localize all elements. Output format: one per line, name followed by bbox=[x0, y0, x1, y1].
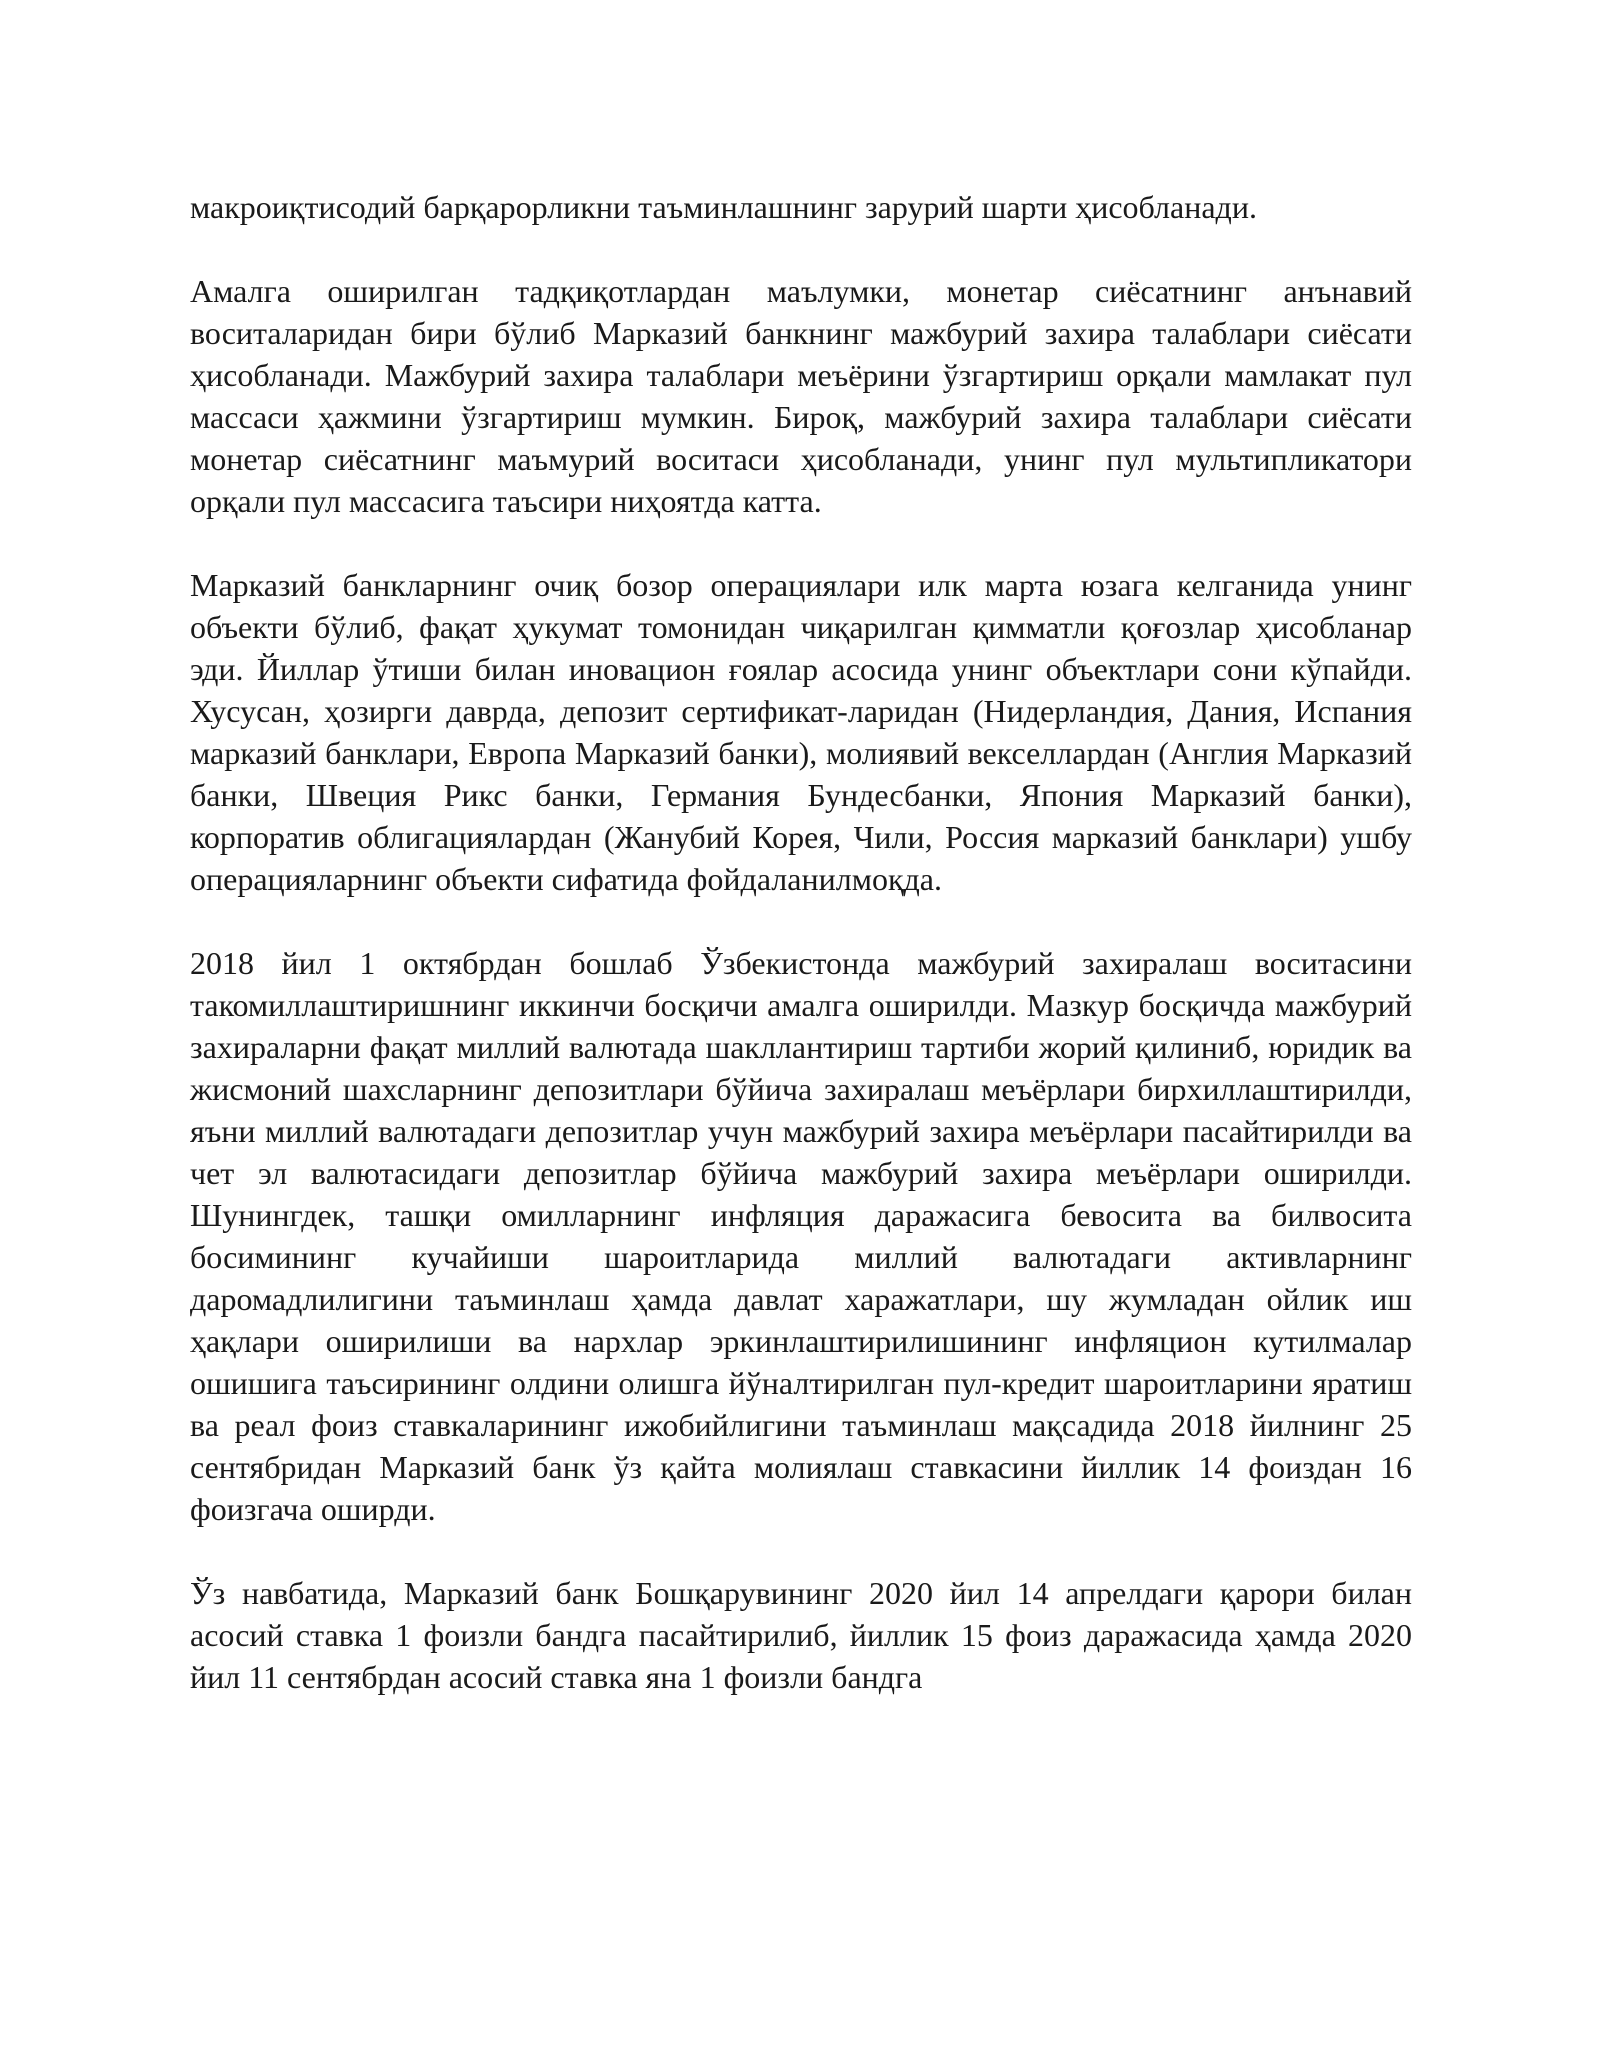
paragraph-uzbekistan-2018-reform: 2018 йил 1 октябрдан бошлаб Ўзбекистонда мажбурий захиралаш воситасини такомиллаштиришнинг иккинчи босқичи амалга оширилди. Мазкур босқичда мажбурий захираларни фақат миллий валютада шакллантириш тартиби жорий қилиниб, юридик ва жисмоний шахсларнинг депозитлари бўйича захиралаш меъёрлари бирхиллаштирилди, яъни миллий валютадаги депозитлар учун мажбурий захира меъёрлари пасайтирилди ва чет эл валютасидаги депозитлар бўйича мажбурий захира меъёрлари оширилди. Шунингдек, ташқи омилларнинг инфляция даражасига бевосита ва билвосита босимининг кучайиши шароитларида миллий валютадаги активларнинг даромадлилигини таъминлаш ҳамда давлат харажатлари, шу жумладан ойлик иш ҳақлари оширилиши ва нархлар эркинлаштирилишининг инфляцион кутилмалар ошишига таъсирининг олдини олишга йўналтирилган пул-кредит шароитларини яратиш ва реал фоиз ставкаларининг ижобийлигини таъминлаш мақсадида 2018 йилнинг 25 сентябридан Марказий банк ўз қайта молиялаш ставкасини йиллик 14 фоиздан 16 фоизгача оширди. bbox=[190, 945, 1412, 1527]
paragraph-2020-rate-decisions: Ўз навбатида, Марказий банк Бошқарувининг 2020 йил 14 апрелдаги қарори билан асосий ставка 1 фоизли бандга пасайтирилиб, йиллик 15 фоиз даражасида ҳамда 2020 йил 11 сентябрдан асосий ставка яна 1 фоизли бандга bbox=[190, 1575, 1412, 1695]
document-page bbox=[190, 186, 1412, 1698]
paragraph-open-market-operations: Марказий банкларнинг очиқ бозор операциялари илк марта юзага келганида унинг объекти бўлиб, фақат ҳукумат томонидан чиқарилган қимматли қоғозлар ҳисобланар эди. Йиллар ўтиши билан иновацион ғоялар асосида унинг объектлари сони кўпайди. Хусусан, ҳозирги даврда, депозит сертификат-ларидан (Нидерландия, Дания, Испания марказий банклари, Европа Марказий банки), молиявий векселлардан (Англия Марказий банки, Швеция Рикс банки, Германия Бундесбанки, Япония Марказий банки), корпоратив облигациялардан (Жанубий Корея, Чили, Россия марказий банклари) ушбу операцияларнинг объекти сифатида фойдаланилмоқда. bbox=[190, 567, 1412, 897]
paragraph-reserve-requirements: Амалга оширилган тадқиқотлардан маълумки, монетар сиёсатнинг анънавий воситаларидан бири бўлиб Марказий банкнинг мажбурий захира талаблари сиёсати ҳисобланади. Мажбурий захира талаблари меъёрини ўзгартириш орқали мамлакат пул массаси ҳажмини ўзгартириш мумкин. Бироқ, мажбурий захира талаблари сиёсати монетар сиёсатнинг маъмурий воситаси ҳисобланади, унинг пул мультипликатори орқали пул массасига таъсири ниҳоятда катта. bbox=[190, 273, 1412, 519]
paragraph-macro-stability-continuation: макроиқтисодий барқарорликни таъминлашнинг зарурий шарти ҳисобланади. bbox=[190, 189, 1257, 225]
